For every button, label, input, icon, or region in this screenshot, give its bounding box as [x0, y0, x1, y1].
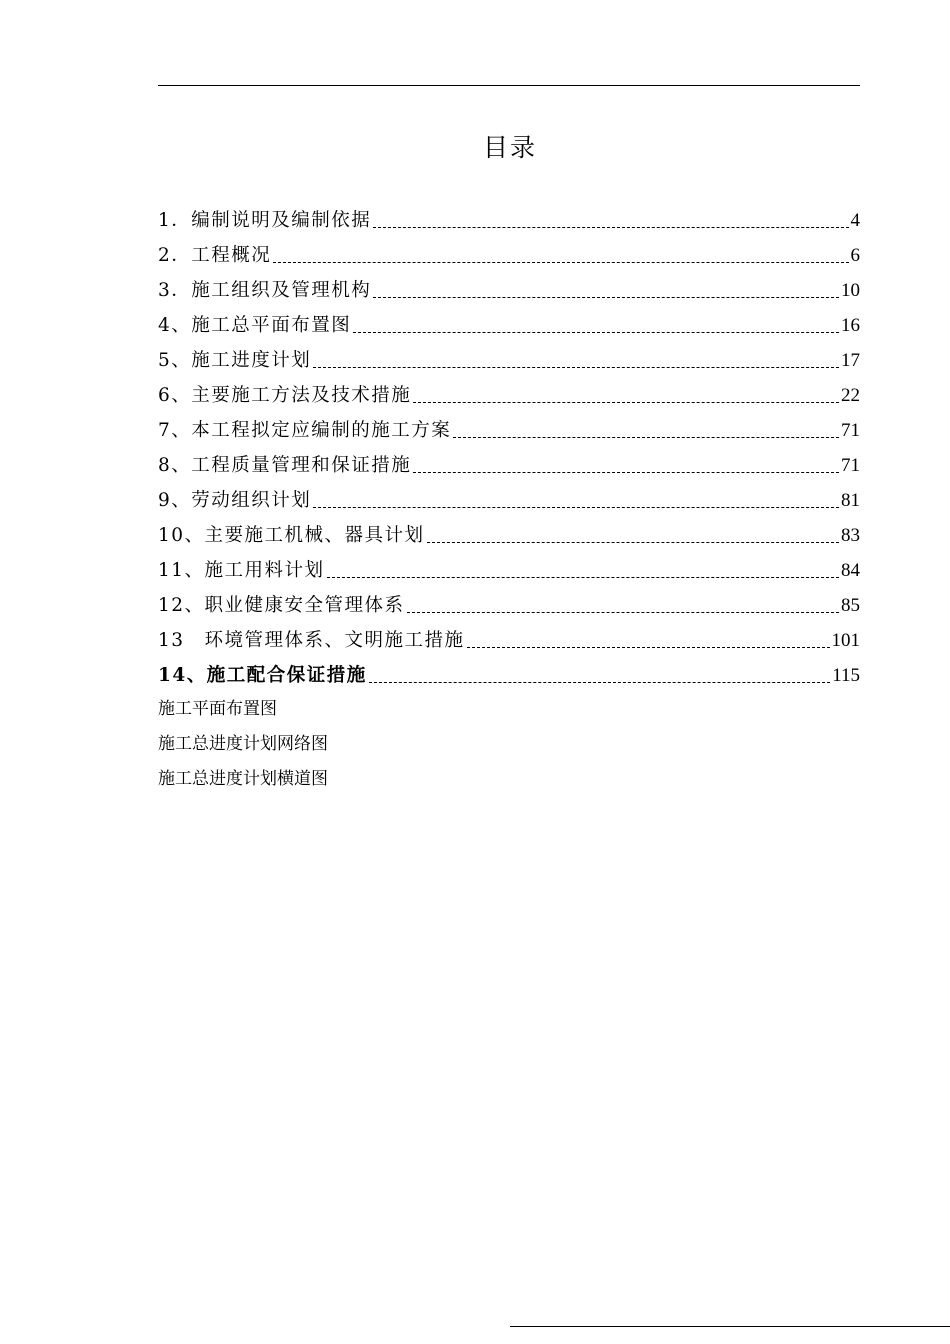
- toc-leader-dots: [413, 402, 839, 403]
- toc-leader-dots: [273, 262, 848, 263]
- toc-leader-dots: [467, 647, 830, 648]
- toc-entry[interactable]: [158, 548, 860, 583]
- toc-entry[interactable]: [158, 338, 860, 373]
- toc-entry-page: 115: [832, 665, 860, 686]
- toc-entry-label: 13 环境管理体系、文明施工措施: [158, 630, 465, 651]
- toc-entry-label: 3．施工组织及管理机构: [158, 280, 372, 301]
- toc-entry-page: 10: [841, 280, 860, 301]
- toc-entry-label: 4、施工总平面布置图: [158, 315, 352, 336]
- toc-entry[interactable]: [158, 443, 860, 478]
- toc-leader-dots: [327, 577, 839, 578]
- toc-entry-page: 4: [850, 210, 860, 231]
- toc-entry-page: 84: [841, 560, 860, 581]
- toc-leader-dots: [353, 332, 839, 333]
- toc-entry-page: 71: [841, 455, 860, 476]
- toc-entry-page: 101: [831, 630, 860, 651]
- toc-entry[interactable]: [158, 618, 860, 653]
- appendix-item: 施工平面布置图: [158, 699, 277, 719]
- toc-entry-page: 85: [841, 595, 860, 616]
- header-rule: [158, 85, 860, 86]
- toc-entry-label: 7、本工程拟定应编制的施工方案: [158, 420, 452, 441]
- table-of-contents: [158, 198, 860, 688]
- toc-entry-page: 71: [841, 420, 860, 441]
- toc-entry[interactable]: [158, 513, 860, 548]
- document-title: 目录: [482, 133, 537, 162]
- toc-leader-dots: [453, 437, 839, 438]
- toc-leader-dots: [369, 682, 830, 683]
- toc-leader-dots: [313, 367, 839, 368]
- toc-entry-label: 8、工程质量管理和保证措施: [158, 455, 412, 476]
- toc-entry-page: 22: [841, 385, 860, 406]
- footer-rule: [510, 1326, 950, 1327]
- toc-entry-page: 6: [850, 245, 860, 266]
- toc-leader-dots: [373, 297, 839, 298]
- toc-entry-label: 14、施工配合保证措施: [158, 665, 367, 686]
- toc-entry-page: 81: [841, 490, 860, 511]
- toc-leader-dots: [427, 542, 839, 543]
- toc-entry[interactable]: [158, 408, 860, 443]
- toc-entry[interactable]: [158, 583, 860, 618]
- toc-entry[interactable]: [158, 653, 860, 688]
- toc-entry-label: 6、主要施工方法及技术措施: [158, 385, 412, 406]
- toc-entry-label: 11、施工用料计划: [158, 560, 325, 581]
- toc-leader-dots: [373, 227, 848, 228]
- toc-entry-label: 10、主要施工机械、器具计划: [158, 525, 425, 546]
- toc-entry-label: 12、职业健康安全管理体系: [158, 595, 405, 616]
- toc-leader-dots: [407, 612, 839, 613]
- toc-leader-dots: [313, 507, 839, 508]
- toc-entry[interactable]: [158, 373, 860, 408]
- toc-entry[interactable]: [158, 198, 860, 233]
- toc-entry[interactable]: [158, 303, 860, 338]
- appendix-item: 施工总进度计划横道图: [158, 769, 328, 789]
- toc-entry-label: 9、劳动组织计划: [158, 490, 312, 511]
- toc-entry[interactable]: [158, 478, 860, 513]
- toc-entry-label: 5、施工进度计划: [158, 350, 312, 371]
- toc-entry-label: 2．工程概况: [158, 245, 272, 266]
- appendix-item: 施工总进度计划网络图: [158, 734, 328, 754]
- toc-entry-page: 17: [841, 350, 860, 371]
- toc-leader-dots: [413, 472, 839, 473]
- toc-entry-label: 1．编制说明及编制依据: [158, 210, 372, 231]
- toc-entry[interactable]: [158, 233, 860, 268]
- toc-entry[interactable]: [158, 268, 860, 303]
- toc-entry-page: 83: [841, 525, 860, 546]
- toc-entry-page: 16: [841, 315, 860, 336]
